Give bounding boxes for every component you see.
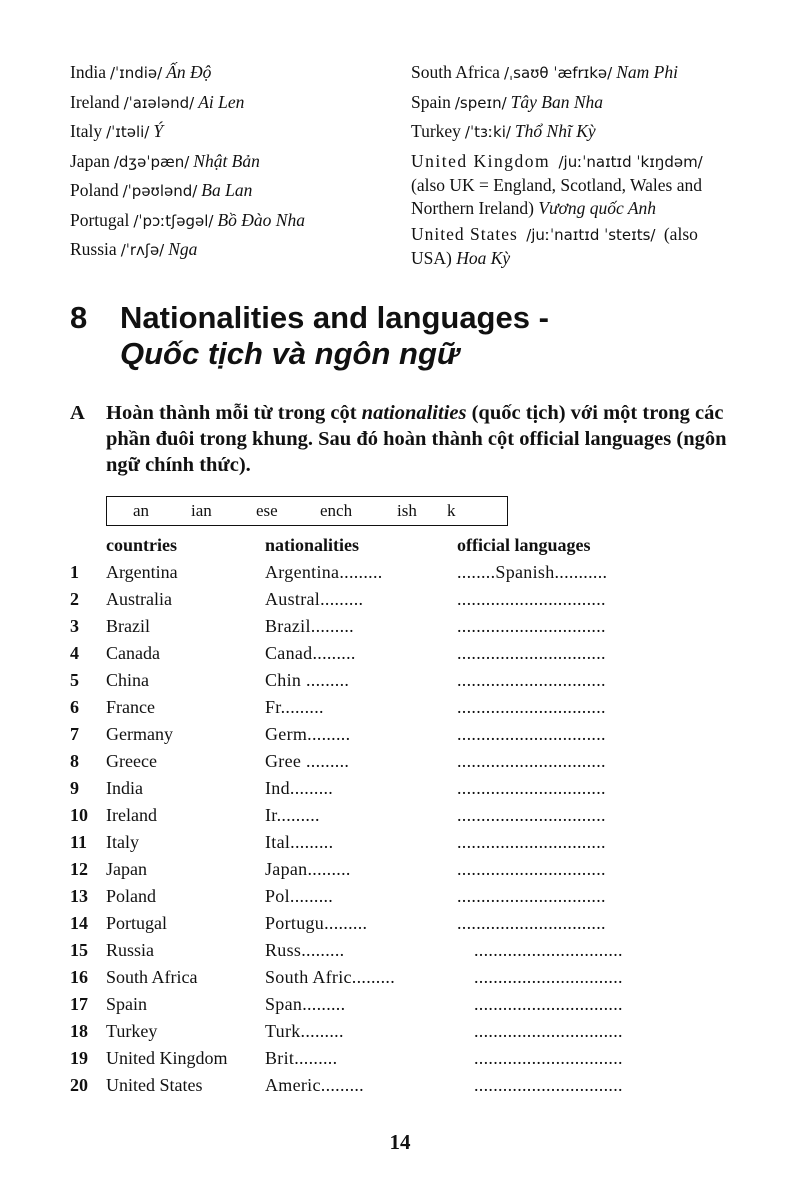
- table-row: 3 Brazil Brazil......... ...............................: [70, 613, 770, 640]
- language-blank[interactable]: ...............................: [474, 994, 623, 1014]
- section-subheading: Quốc tịch và ngôn ngữ: [120, 336, 460, 371]
- language-blank[interactable]: ...............................: [474, 1021, 623, 1041]
- nationality-blank[interactable]: Chin .........: [265, 670, 350, 690]
- nationality-blank[interactable]: South Afric.........: [265, 967, 395, 987]
- table-row: 1 Argentina Argentina......... ........Spanish...........: [70, 559, 770, 586]
- language-blank[interactable]: ...............................: [457, 886, 606, 906]
- glossary-entry: Poland /ˈpəʊlənd/ Ba Lan: [70, 180, 253, 200]
- table-row: 10 Ireland Ir......... ...............................: [70, 802, 770, 829]
- table-row: 15 Russia Russ......... ...............................: [70, 937, 770, 964]
- language-blank[interactable]: ...............................: [457, 589, 606, 609]
- table-row: 12 Japan Japan......... ...............................: [70, 856, 770, 883]
- table-row: 7 Germany Germ......... ...............................: [70, 721, 770, 748]
- glossary-entry: Portugal /ˈpɔːtʃəgəl/ Bồ Đào Nha: [70, 209, 305, 230]
- language-blank[interactable]: ...............................: [457, 697, 606, 717]
- section-number: 8: [70, 300, 88, 335]
- glossary-right-column: [411, 58, 741, 273]
- nationality-blank[interactable]: Pol.........: [265, 886, 334, 906]
- exercise-table: [70, 559, 770, 1099]
- glossary-entry: Ireland /ˈaɪələnd/ Ai Len: [70, 91, 245, 112]
- nationality-blank[interactable]: Ir.........: [265, 805, 320, 825]
- table-row: 6 France Fr......... ...............................: [70, 694, 770, 721]
- nationality-blank[interactable]: Span.........: [265, 994, 346, 1014]
- language-blank[interactable]: ...............................: [457, 643, 606, 663]
- nationality-blank[interactable]: Germ.........: [265, 724, 351, 744]
- table-row: 11 Italy Ital......... ...............................: [70, 829, 770, 856]
- column-header-nationalities: nationalities: [265, 535, 360, 555]
- table-row: 14 Portugal Portugu......... ...............................: [70, 910, 770, 937]
- nationality-blank[interactable]: Ind.........: [265, 778, 334, 798]
- table-row: 13 Poland Pol......... ...............................: [70, 883, 770, 910]
- table-row: 16 South Africa South Afric......... ...............................: [70, 964, 770, 991]
- suffix-item: k: [447, 501, 456, 520]
- glossary-entry: United Kingdom /juːˈnaɪtɪd ˈkɪŋdəm/ (also UK = England, Scotland, Wales and Northern Ireland) Vương quốc Anh: [411, 150, 703, 218]
- language-blank[interactable]: ...............................: [457, 751, 606, 771]
- exercise-text: Hoàn thành mỗi từ trong cột nationalities (quốc tịch) với một trong các phần đuôi trong khung. Sau đó hoàn thành cột official languages (ngôn ngữ chính thức).: [106, 402, 727, 476]
- nationality-blank[interactable]: Portugu.........: [265, 913, 368, 933]
- column-header-languages: official languages: [457, 535, 591, 555]
- suffix-box: [106, 496, 508, 526]
- nationality-blank[interactable]: Argentina.........: [265, 562, 383, 582]
- table-row: 2 Australia Austral......... ...............................: [70, 586, 770, 613]
- exercise-letter: A: [70, 402, 85, 424]
- table-row: 17 Spain Span......... ...............................: [70, 991, 770, 1018]
- glossary-entry: Turkey /ˈtɜːki/ Thổ Nhĩ Kỳ: [411, 121, 596, 141]
- table-row: 18 Turkey Turk......... ...............................: [70, 1018, 770, 1045]
- glossary-left-column: [70, 58, 390, 265]
- suffix-item: ese: [256, 501, 278, 520]
- language-blank[interactable]: ...............................: [457, 832, 606, 852]
- language-blank[interactable]: ...............................: [474, 967, 623, 987]
- nationality-blank[interactable]: Turk.........: [265, 1021, 344, 1041]
- page-number: 14: [389, 1130, 411, 1154]
- glossary-entry: Russia /ˈrʌʃə/ Nga: [70, 239, 198, 259]
- suffix-item: an: [133, 501, 150, 520]
- glossary-entry: India /ˈɪndiə/ Ấn Độ: [70, 62, 212, 82]
- language-blank[interactable]: ...............................: [457, 616, 606, 636]
- nationality-blank[interactable]: Japan.........: [265, 859, 351, 879]
- language-blank[interactable]: ...............................: [474, 1048, 623, 1068]
- language-blank[interactable]: ...............................: [457, 859, 606, 879]
- language-blank[interactable]: ........Spanish...........: [457, 562, 608, 582]
- table-row: 20 United States Americ......... ...............................: [70, 1072, 770, 1099]
- glossary-entry: South Africa /ˌsaʊθ ˈæfrɪkə/ Nam Phi: [411, 62, 678, 82]
- nationality-blank[interactable]: Brazil.........: [265, 616, 354, 636]
- suffix-item: ian: [191, 501, 212, 520]
- language-blank[interactable]: ...............................: [457, 724, 606, 744]
- language-blank[interactable]: ...............................: [457, 670, 606, 690]
- nationality-blank[interactable]: Brit.........: [265, 1048, 338, 1068]
- column-header-countries: countries: [106, 535, 177, 555]
- section-title: [70, 300, 549, 372]
- nationality-blank[interactable]: Gree .........: [265, 751, 350, 771]
- language-blank[interactable]: ...............................: [457, 778, 606, 798]
- nationality-blank[interactable]: Ital.........: [265, 832, 334, 852]
- table-row: 19 United Kingdom Brit......... ...............................: [70, 1045, 770, 1072]
- nationality-blank[interactable]: Russ.........: [265, 940, 345, 960]
- nationality-blank[interactable]: Canad.........: [265, 643, 356, 663]
- table-row: 8 Greece Gree ......... ...............................: [70, 748, 770, 775]
- glossary-entry: United States /juːˈnaɪtɪd ˈsteɪts/ (also USA) Hoa Kỳ: [411, 223, 698, 268]
- language-blank[interactable]: ...............................: [457, 805, 606, 825]
- glossary-entry: Italy /ˈɪtəli/ Ý: [70, 121, 164, 141]
- nationality-blank[interactable]: Fr.........: [265, 697, 324, 717]
- table-row: 4 Canada Canad......... ...............................: [70, 640, 770, 667]
- table-row: 5 China Chin ......... ...............................: [70, 667, 770, 694]
- section-heading: Nationalities and languages -: [120, 300, 549, 335]
- exercise-instruction: [70, 400, 740, 478]
- nationality-blank[interactable]: Americ.........: [265, 1075, 364, 1095]
- language-blank[interactable]: ...............................: [457, 913, 606, 933]
- glossary-entry: Japan /dʒəˈpæn/ Nhật Bản: [70, 150, 260, 171]
- suffix-item: ish: [397, 501, 417, 520]
- language-blank[interactable]: ...............................: [474, 940, 623, 960]
- table-row: 9 India Ind......... ...............................: [70, 775, 770, 802]
- glossary-entry: Spain /speɪn/ Tây Ban Nha: [411, 91, 604, 112]
- suffix-item: ench: [320, 501, 353, 520]
- nationality-blank[interactable]: Austral.........: [265, 589, 364, 609]
- language-blank[interactable]: ...............................: [474, 1075, 623, 1095]
